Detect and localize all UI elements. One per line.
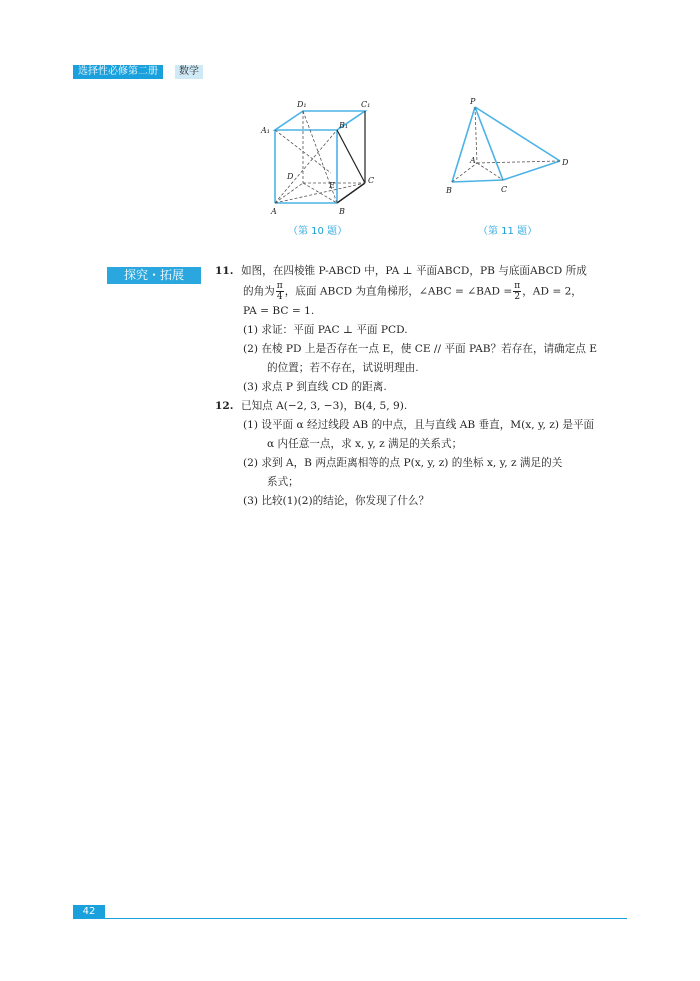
problem-12-part2-cont: 系式； (267, 476, 299, 488)
label-a1: A₁ (261, 126, 270, 135)
problem-12-part3: (3) 比较(1)(2)的结论，你发现了什么？ (243, 495, 430, 507)
problem-12-part1-cont: α 内任意一点，求 x, y, z 满足的关系式； (267, 438, 463, 450)
fraction-pi-over-2: $\frac{\pi}{2}$ (514, 281, 521, 302)
problem-12-part1: (1) 设平面 α 经过线段 AB 的中点，且与直线 AB 垂直，M(x, y, z) 是平面 (243, 419, 595, 431)
label-b1: B₁ (339, 121, 349, 130)
label-d1: D₁ (297, 100, 307, 109)
problem-11-part1: (1) 求证：平面 PAC ⊥ 平面 PCD. (243, 324, 408, 336)
figure-11-pyramid (440, 95, 570, 200)
problem-11-line2: 的角为 $\frac{\pi}{4}$ ，底面 ABCD 为直角梯形，∠ABC = ∠BAD = $\frac{\pi}{2}$ ，AD = 2， (243, 281, 582, 302)
problem-list (215, 262, 635, 511)
label-a: A (470, 156, 476, 165)
figure-11-caption: （第 11 题） (478, 226, 538, 237)
label-e: E (329, 181, 335, 190)
label-b: B (339, 207, 345, 216)
label-d: D (287, 172, 294, 181)
page-number: 42 (73, 905, 105, 919)
label-c: C (368, 176, 375, 185)
problem-12-number: 12. (215, 400, 234, 412)
figure-10-caption: （第 10 题） (288, 226, 348, 237)
label-p: P (470, 97, 476, 106)
problem-12-line1: 12. 已知点 A(−2, 3, −3)，B(4, 5, 9). (215, 397, 635, 416)
label-a: A (271, 207, 277, 216)
section-title-badge: 探究・拓展 (107, 267, 201, 284)
problem-11-part2-cont: 的位置；若不存在，试说明理由. (267, 362, 419, 374)
problem-11-number: 11. (215, 265, 234, 277)
subject-tag: 数学 (175, 65, 203, 79)
fraction-pi-over-4: $\frac{\pi}{4}$ (276, 281, 283, 302)
problem-11-line1: 11. 如图，在四棱锥 P-ABCD 中，PA ⊥ 平面ABCD，PB 与底面ABCD 所成 (215, 262, 635, 281)
label-b: B (446, 186, 452, 195)
cube-top-face (275, 111, 365, 130)
problem-11-part3: (3) 求点 P 到直线 CD 的距离. (243, 381, 387, 393)
figure-10-cube (255, 95, 385, 220)
problem-12-part2: (2) 求到 A，B 两点距离相等的点 P(x, y, z) 的坐标 x, y, z 满足的关 (243, 457, 563, 469)
problem-11-line3: PA = BC = 1. (243, 305, 315, 317)
label-d: D (562, 158, 569, 167)
label-c1: C₁ (361, 100, 371, 109)
footer-divider (105, 918, 627, 919)
book-title-tag: 选择性必修第二册 (73, 65, 163, 79)
problem-11-part2: (2) 在棱 PD 上是否存在一点 E，使 CE // 平面 PAB？若存在，请确定点 E (243, 343, 598, 355)
label-c: C (501, 185, 508, 194)
